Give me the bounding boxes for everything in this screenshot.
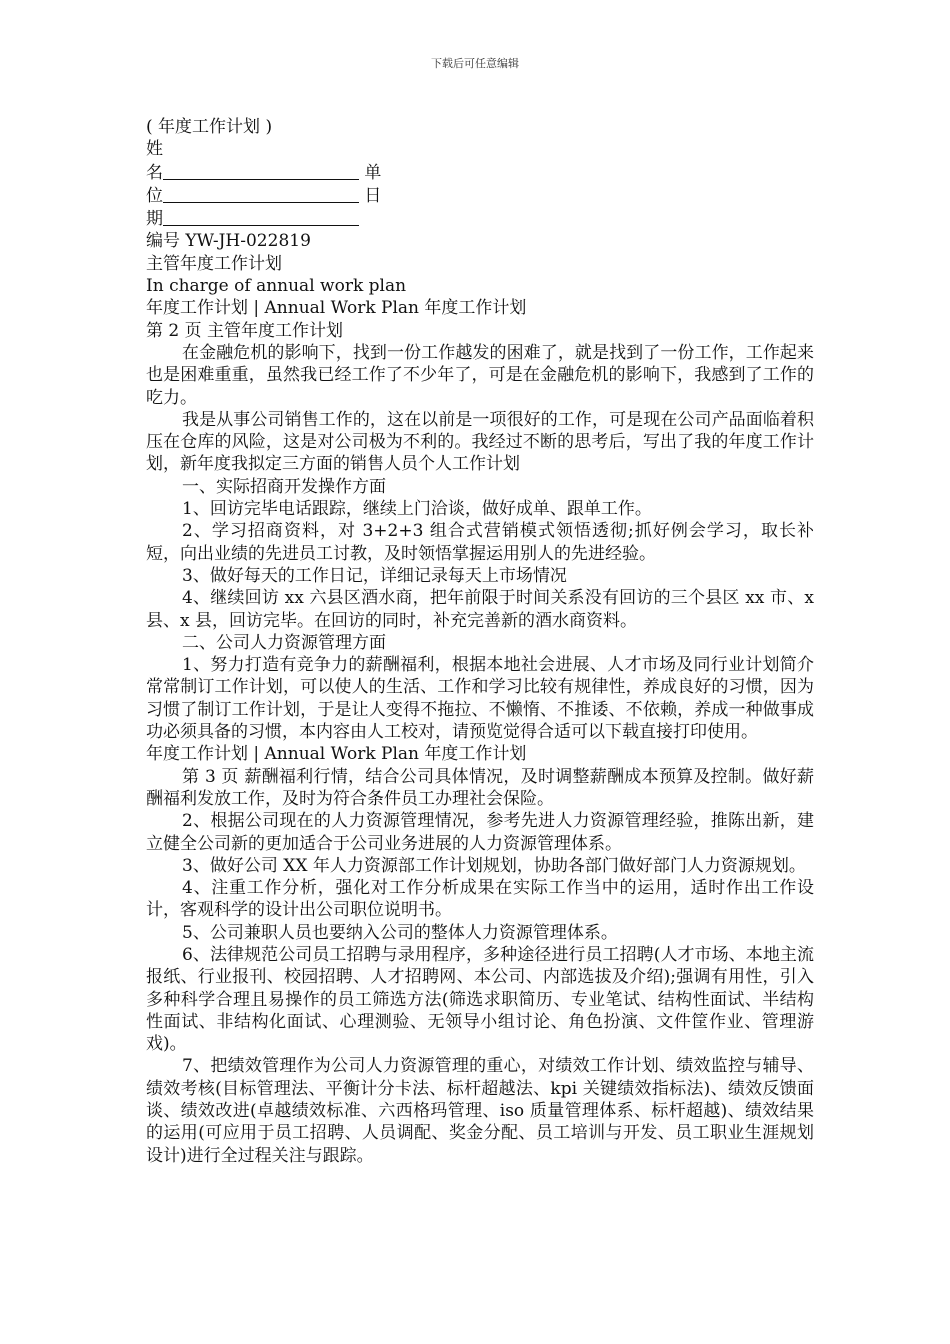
date-label-bottom: 期	[146, 209, 163, 230]
intro-paragraph-1: 在金融危机的影响下，找到一份工作越发的困难了，就是找到了一份工作，工作起来也是困难重重，虽然我已经工作了不少年了，可是在金融危机的影响下，我感到了工作的吃力。	[146, 342, 814, 408]
section-2-item-4: 4、注重工作分析，强化对工作分析成果在实际工作当中的运用，适时作出工作设计，客观科学的设计出公司职位说明书。	[146, 878, 814, 921]
section-2-title: 二、公司人力资源管理方面	[182, 632, 386, 653]
unit-field-row	[146, 184, 814, 207]
unit-label-bottom: 位	[146, 185, 163, 206]
unit-blank-line	[163, 184, 359, 203]
running-header-2: 年度工作计划 | Annual Work Plan 年度工作计划	[146, 744, 527, 765]
section-2-item-6: 6、法律规范公司员工招聘与录用程序，多种途径进行员工招聘(人才市场、本地主流报纸、行业报刊、校园招聘、人才招聘网、本公司、内部选拔及介绍);强调有用性，引入多种科学合理且易操作的员工筛选方法(筛选求职简历、专业笔试、结构性面试、半结构性面试、非结构化面试、心理测验、无领导小组讨论、角色扮演、文件筐作业、管理游戏)。	[146, 944, 814, 1055]
section-2-item-7: 7、把绩效管理作为公司人力资源管理的重心，对绩效工作计划、绩效监控与辅导、绩效考核(目标管理法、平衡计分卡法、标杆超越法、kpi 关键绩效指标法)、绩效反馈面谈、绩效改进(卓越绩效标准、六西格玛管理、iso 质量管理体系、标杆超越)、绩效结果的运用(可应用于员工招聘、人员调配、奖金分配、员工培训与开发、员工职业生涯规划设计)进行全过程关注与跟踪。	[146, 1056, 814, 1166]
section-1-item-3: 3、做好每天的工作日记，详细记录每天上市场情况	[182, 565, 567, 586]
doc-type-label: ( 年度工作计划 )	[146, 117, 273, 137]
running-header-1: 年度工作计划 | Annual Work Plan 年度工作计划	[146, 298, 527, 319]
name-label-top: 姓	[146, 139, 163, 160]
name-label-bottom: 名	[146, 162, 163, 183]
section-1-item-4: 4、继续回访 xx 六县区酒水商，把年前限于时间关系没有回访的三个县区 xx 市、x 县、x 县，回访完毕。在回访的同时，补充完善新的酒水商资料。	[146, 588, 814, 631]
name-field-row	[146, 161, 814, 184]
page-3-continuation: 第 3 页 薪酬福利行情，结合公司具体情况，及时调整薪酬成本预算及控制。做好薪酬福利发放工作，及时为符合条件员工办理社会保险。	[146, 766, 814, 809]
date-label-top: 日	[364, 185, 382, 206]
doc-title-cn: 主管年度工作计划	[146, 253, 282, 274]
section-2-item-3: 3、做好公司 XX 年人力资源部工作计划规划，协助各部门做好部门人力资源规划。	[182, 855, 806, 876]
section-1-item-2: 2、学习招商资料，对 3+2+3 组合式营销模式领悟透彻;抓好例会学习，取长补短，向出业绩的先进员工讨教，及时领悟掌握运用别人的先进经验。	[146, 521, 814, 564]
page-2-heading: 第 2 页 主管年度工作计划	[146, 320, 344, 341]
unit-label-top: 单	[364, 162, 382, 183]
doc-number: 编号 YW-JH-022819	[146, 231, 311, 252]
section-2-item-2: 2、根据公司现在的人力资源管理情况，参考先进人力资源管理经验，推陈出新，建立健全公司新的更加适合于公司业务进展的人力资源管理体系。	[146, 811, 814, 854]
section-1-item-1: 1、回访完毕电话跟踪，继续上门洽谈，做好成单、跟单工作。	[182, 499, 652, 520]
page-header-watermark: 下载后可任意编辑	[431, 57, 519, 70]
section-1-title: 一、实际招商开发操作方面	[182, 476, 386, 497]
section-2-item-5: 5、公司兼职人员也要纳入公司的整体人力资源管理体系。	[182, 922, 618, 943]
doc-title-en: In charge of annual work plan	[146, 276, 407, 297]
date-blank-line	[163, 207, 359, 226]
section-2-item-1: 1、努力打造有竞争力的薪酬福利，根据本地社会进展、人才市场及同行业计划简介常常制订工作计划，可以使人的生活、工作和学习比较有规律性，养成良好的习惯，因为习惯了制订工作计划，于是让人变得不拖拉、不懒惰、不推诿、不依赖，养成一种做事成功必须具备的习惯，本内容由人工校对，请预览觉得合适可以下载直接打印使用。	[146, 655, 814, 743]
intro-paragraph-2: 我是从事公司销售工作的，这在以前是一项很好的工作，可是现在公司产品面临着积压在仓库的风险，这是对公司极为不利的。我经过不断的思考后，写出了我的年度工作计划，新年度我拟定三方面的销售人员个人工作计划	[146, 409, 814, 475]
document-body	[146, 116, 814, 1167]
name-blank-line	[163, 161, 359, 180]
date-field-row	[146, 207, 814, 230]
